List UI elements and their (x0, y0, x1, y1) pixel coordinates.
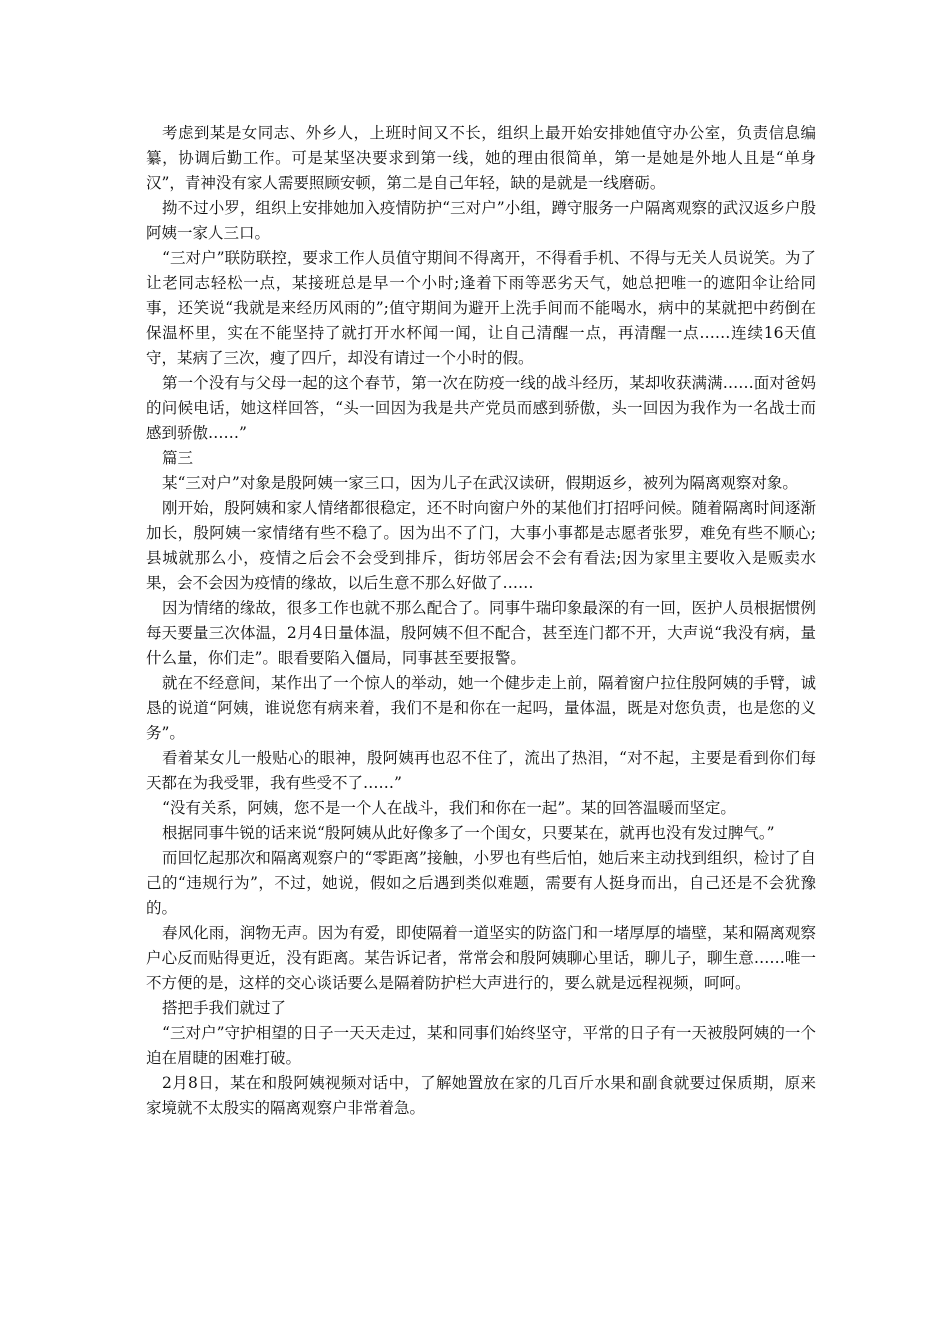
paragraph-11: 根据同事牛锐的话来说“殷阿姨从此好像多了一个闺女，只要某在，就再也没有发过脾气。” (162, 824, 775, 842)
document-body (146, 121, 816, 1121)
section-heading-lend-a-hand: 搭把手我们就过了 (162, 999, 287, 1017)
paragraph-10: “没有关系，阿姨，您不是一个人在战斗，我们和你在一起”。某的回答温暖而坚定。 (162, 799, 736, 817)
section-heading-part-three: 篇三 (162, 449, 194, 467)
paragraph-12: 而回忆起那次和隔离观察户的“零距离”接触，小罗也有些后怕，她后来主动找到组织，检讨了自己的“违规行为”，不过，她说，假如之后遇到类似难题，需要有人挺身而出，自己还是不会犹豫的。 (146, 849, 816, 917)
paragraph-4: 第一个没有与父母一起的这个春节，第一次在防疫一线的战斗经历，某却收获满满……面对爸妈的问候电话，她这样回答，“头一回因为我是共产党员而感到骄傲，头一回因为我作为一名战士而感到骄傲……” (146, 374, 816, 442)
paragraph-9: 看着某女儿一般贴心的眼神，殷阿姨再也忍不住了，流出了热泪，“对不起，主要是看到你们每天都在为我受罪，我有些受不了……” (146, 749, 816, 792)
paragraph-5: 某“三对户”对象是殷阿姨一家三口，因为儿子在武汉读研，假期返乡，被列为隔离观察对象。 (162, 474, 798, 492)
paragraph-15: 2月8日，某在和殷阿姨视频对话中，了解她置放在家的几百斤水果和副食就要过保质期，原来家境就不太殷实的隔离观察户非常着急。 (146, 1074, 816, 1117)
paragraph-13: 春风化雨，润物无声。因为有爱，即使隔着一道坚实的防盗门和一堵厚厚的墙壁，某和隔离观察户心反而贴得更近，没有距离。某告诉记者，常常会和殷阿姨聊心里话，聊儿子，聊生意……唯一不方便的是，这样的交心谈话要么是隔着防护栏大声进行的，要么就是远程视频，呵呵。 (146, 924, 816, 992)
paragraph-14: “三对户”守护相望的日子一天天走过，某和同事们始终坚守，平常的日子有一天被殷阿姨的一个迫在眉睫的困难打破。 (146, 1024, 816, 1067)
paragraph-7: 因为情绪的缘故，很多工作也就不那么配合了。同事牛瑞印象最深的有一回，医护人员根据惯例每天要量三次体温，2月4日量体温，殷阿姨不但不配合，甚至连门都不开，大声说“我没有病，量什么量，你们走”。眼看要陷入僵局，同事甚至要报警。 (146, 599, 816, 667)
paragraph-8: 就在不经意间，某作出了一个惊人的举动，她一个健步走上前，隔着窗户拉住殷阿姨的手臂，诚恳的说道“阿姨，谁说您有病来着，我们不是和你在一起吗，量体温，既是对您负责，也是您的义务”。 (146, 674, 816, 742)
paragraph-1: 考虑到某是女同志、外乡人，上班时间又不长，组织上最开始安排她值守办公室，负责信息编纂，协调后勤工作。可是某坚决要求到第一线，她的理由很简单，第一是她是外地人且是“单身汉”，青神没有家人需要照顾安顿，第二是自己年轻，缺的是就是一线磨砺。 (146, 124, 816, 192)
paragraph-3: “三对户”联防联控，要求工作人员值守期间不得离开，不得看手机、不得与无关人员说笑。为了让老同志轻松一点，某接班总是早一个小时;逢着下雨等恶劣天气，她总把唯一的遮阳伞让给同事，还笑说“我就是来经历风雨的”;值守期间为避开上洗手间而不能喝水，病中的某就把中药倒在保温杯里，实在不能坚持了就打开水杯闻一闻，让自己清醒一点，再清醒一点……连续16天值守，某病了三次，瘦了四斤，却没有请过一个小时的假。 (146, 249, 816, 367)
paragraph-2: 拗不过小罗，组织上安排她加入疫情防护“三对户”小组，蹲守服务一户隔离观察的武汉返乡户殷阿姨一家人三口。 (146, 199, 816, 242)
paragraph-6: 刚开始，殷阿姨和家人情绪都很稳定，还不时向窗户外的某他们打招呼问候。随着隔离时间逐渐加长，殷阿姨一家情绪有些不稳了。因为出不了门，大事小事都是志愿者张罗，难免有些不顺心;县城就那么小，疫情之后会不会受到排斥，街坊邻居会不会有看法;因为家里主要收入是贩卖水果，会不会因为疫情的缘故，以后生意不那么好做了…… (146, 499, 816, 592)
